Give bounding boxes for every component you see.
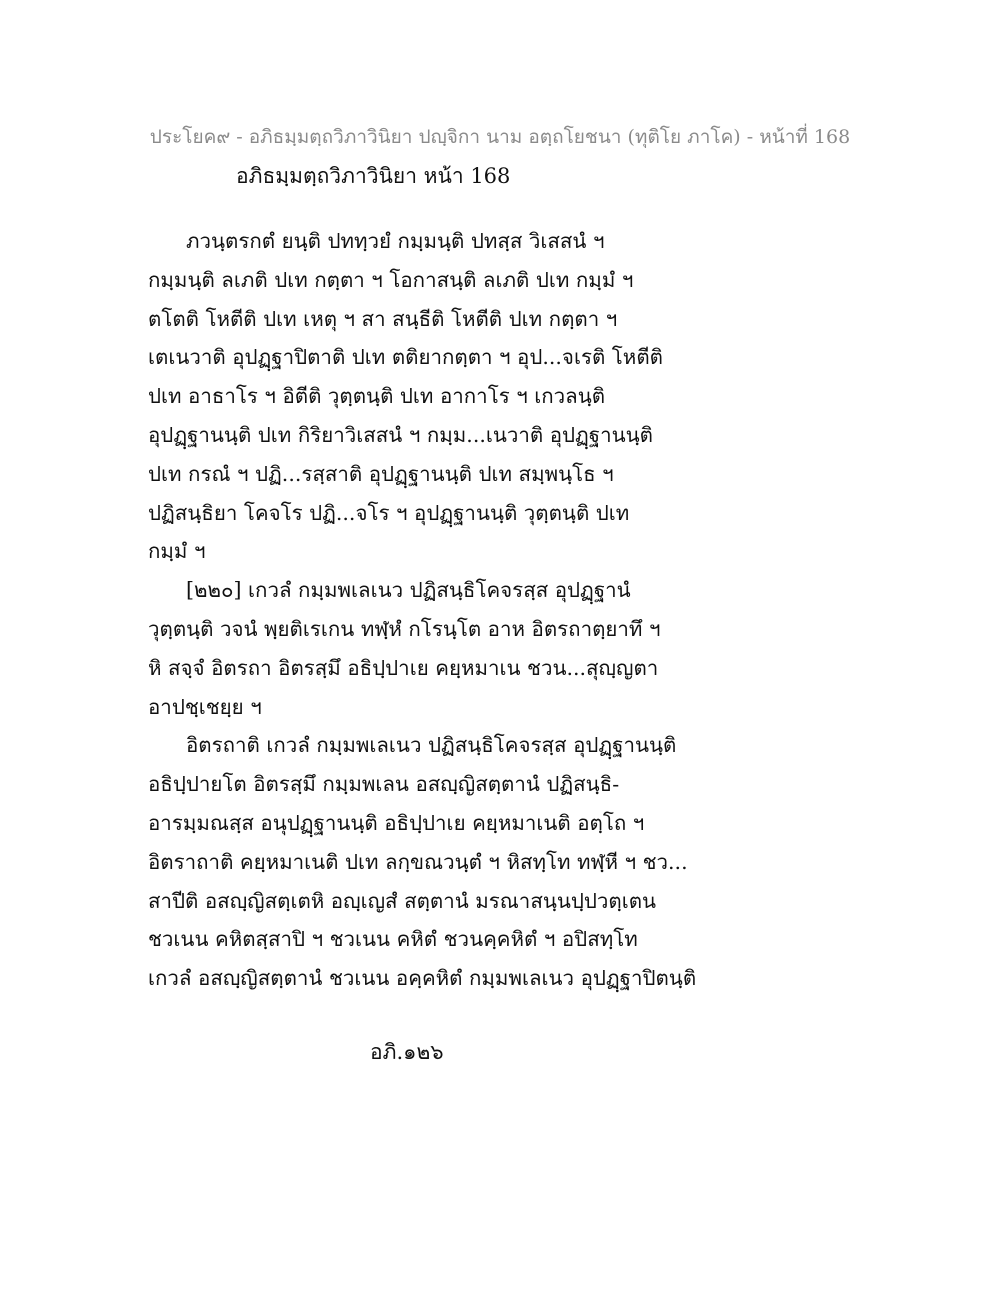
page-title: อภิธมฺมตฺถวิภาวินิยา หน้า 168	[236, 164, 511, 188]
text-line: กมฺมํ ฯ	[148, 539, 206, 564]
text-line: อธิปฺปายโต อิตรสฺมึ กมฺมพเลน อสญฺญิสตฺตานํ ปฏิสนฺธิ-	[148, 772, 620, 797]
text-line: ปเท อาธาโร ฯ อิตีติ วุตฺตนฺติ ปเท อากาโร ฯ เกวลนฺติ	[148, 384, 606, 409]
text-line: ตโตติ โหตีติ ปเท เหตุ ฯ สา สนฺธีติ โหตีติ ปเท กตฺตา ฯ	[148, 306, 618, 331]
running-header: ประโยค๙ - อภิธมฺมตฺถวิภาวินิยา ปญฺจิกา นาม อตฺถโยชนา (ทุติโย ภาโค) - หน้าที่ 168	[149, 126, 851, 148]
text-line: เตเนวาติ อุปฏฺฐาปิตาติ ปเท ตติยากตฺตา ฯ อุป...จเรติ โหตีติ	[148, 345, 663, 370]
page-reference: อภิ.๑๒๖	[370, 1040, 444, 1064]
body-text	[148, 222, 708, 998]
text-line: อารมฺมณสฺส อนุปฏฺฐานนฺติ อธิปฺปาเย คยฺหมาเนติ อตฺโถ ฯ	[148, 810, 645, 835]
text-line: สาปีติ อสญฺญิสตฺเตหิ อญฺเญสํ สตฺตานํ มรณาสนฺนปฺปวตฺเตน	[148, 888, 657, 913]
text-line: ปเท กรณํ ฯ ปฏิ...รสฺสาติ อุปฏฺฐานนฺติ ปเท สมฺพนฺโธ ฯ	[148, 461, 614, 486]
text-line: หิ สจฺจํ อิตรถา อิตรสฺมึ อธิปฺปาเย คยฺหมาเน ชวน...สุญฺญตา	[148, 655, 659, 680]
text-line: ภวนฺตรกตํ ยนฺติ ปททฺวยํ กมฺมนฺติ ปทสฺส วิเสสนํ ฯ	[186, 229, 605, 253]
text-line: กมฺมนฺติ ลเภติ ปเท กตฺตา ฯ โอกาสนฺติ ลเภติ ปเท กมฺมํ ฯ	[148, 267, 634, 292]
text-line: อิตราถาติ คยฺหมาเนติ ปเท ลกฺขณวนฺตํ ฯ หิสทฺโท ทฬฺหี ฯ ชว...	[148, 849, 688, 874]
text-line: อาปชฺเชยฺย ฯ	[148, 694, 262, 719]
text-line: เกวลํ อสญฺญิสตฺตานํ ชวเนน อคฺคหิตํ กมฺมพเลเนว อุปฏฺฐาปิตนฺติ	[148, 966, 697, 991]
text-line: ปฏิสนฺธิยา โคจโร ปฏิ...จโร ฯ อุปฏฺฐานนฺติ วุตฺตนฺติ ปเท	[148, 500, 630, 525]
text-line: วุตฺตนฺติ วจนํ พฺยติเรเกน ทฬฺหํ กโรนฺโต อาห อิตรถาตฺยาทึ ฯ	[148, 616, 661, 641]
text-line: [๒๒๐] เกวลํ กมฺมพเลเนว ปฏิสนฺธิโคจรสฺส อุปฏฺฐานํ	[186, 578, 631, 603]
text-line: อิตรถาติ เกวลํ กมฺมพเลเนว ปฏิสนฺธิโคจรสฺส อุปฏฺฐานนฺติ	[186, 733, 677, 758]
text-line: ชวเนน คหิตสฺสาปิ ฯ ชวเนน คหิตํ ชวนคฺคหิตํ ฯ อปิสทฺโท	[148, 927, 638, 952]
text-line: อุปฏฺฐานนฺติ ปเท กิริยาวิเสสนํ ฯ กมฺม...เนวาติ อุปฏฺฐานนฺติ	[148, 422, 653, 447]
